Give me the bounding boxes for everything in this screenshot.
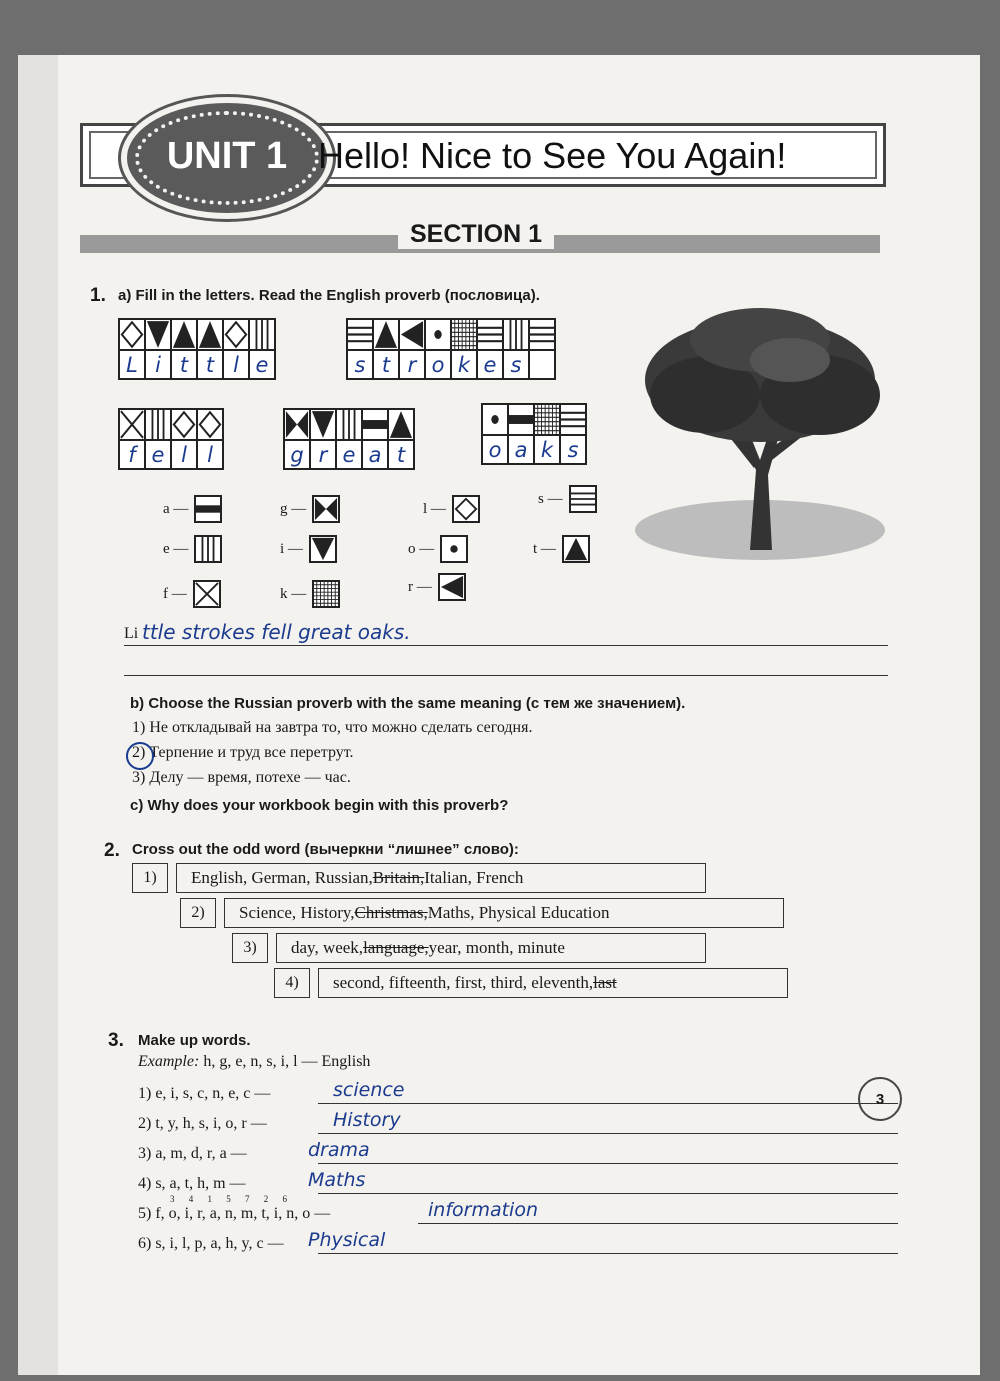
grid-icon bbox=[452, 320, 476, 351]
cipher-letter[interactable] bbox=[530, 351, 554, 378]
cipher-cell bbox=[372, 318, 400, 380]
dot-icon bbox=[483, 405, 507, 436]
tri-up-icon bbox=[374, 320, 398, 351]
cipher-key-entry bbox=[533, 535, 590, 563]
odd-row-words bbox=[224, 898, 784, 928]
key-letter: r — bbox=[408, 578, 432, 595]
make-word-question: 2) t, y, h, s, i, o, r — bbox=[138, 1115, 267, 1132]
cipher-cell bbox=[507, 403, 535, 465]
cipher-cell bbox=[118, 408, 146, 470]
cipher-letter[interactable]: s bbox=[504, 351, 528, 378]
cipher-cell bbox=[335, 408, 363, 470]
word-list: year, month, minute bbox=[428, 938, 565, 957]
answer-line bbox=[318, 1163, 898, 1164]
make-word-answer[interactable]: Physical bbox=[308, 1229, 386, 1251]
cipher-letter[interactable]: s bbox=[348, 351, 372, 378]
cipher-cell bbox=[346, 318, 374, 380]
make-word-answer[interactable]: Maths bbox=[308, 1169, 366, 1191]
diamond-icon bbox=[224, 320, 248, 351]
ex3-number: 3. bbox=[108, 1030, 124, 1051]
key-letter: k — bbox=[280, 585, 307, 602]
cipher-cell bbox=[248, 318, 276, 380]
key-letter: f — bbox=[163, 585, 187, 602]
h-lines-icon bbox=[561, 405, 585, 436]
cipher-letter[interactable]: f bbox=[120, 441, 144, 468]
cipher-key-entry bbox=[538, 485, 597, 513]
word-list: English, German, Russian, bbox=[191, 868, 373, 887]
ex1-c-prompt: c) Why does your workbook begin with this proverb? bbox=[130, 797, 509, 814]
cipher-key-entry bbox=[163, 580, 221, 608]
odd-row-words bbox=[318, 968, 788, 998]
tri-left-icon bbox=[400, 320, 424, 351]
cipher-cell bbox=[222, 318, 250, 380]
make-word-answer[interactable]: drama bbox=[308, 1139, 370, 1161]
odd-row-words bbox=[276, 933, 706, 963]
cipher-cell bbox=[170, 408, 198, 470]
ex3-prompt: Make up words. bbox=[138, 1032, 251, 1049]
make-word-question: 6) s, i, l, p, a, h, y, c — bbox=[138, 1235, 284, 1252]
cipher-word bbox=[120, 408, 224, 470]
v-lines-icon bbox=[146, 410, 170, 441]
tree-image bbox=[630, 300, 890, 560]
make-word-question: 3) a, m, d, r, a — bbox=[138, 1145, 247, 1162]
cipher-cell bbox=[144, 408, 172, 470]
make-word-answer[interactable]: science bbox=[333, 1079, 405, 1101]
key-letter: i — bbox=[280, 540, 303, 557]
cipher-cell bbox=[196, 318, 224, 380]
example-label: Example: bbox=[138, 1053, 200, 1070]
ex2-number: 2. bbox=[104, 840, 120, 861]
odd-row-number: 2) bbox=[180, 898, 216, 928]
ex3-example bbox=[138, 1053, 370, 1071]
key-letter: g — bbox=[280, 500, 307, 517]
odd-row-words bbox=[176, 863, 706, 893]
cipher-key-entry bbox=[423, 495, 480, 523]
word-list: Maths, Physical Education bbox=[427, 903, 610, 922]
cipher-cell bbox=[309, 408, 337, 470]
unit-label: UNIT 1 bbox=[166, 135, 288, 177]
h-bar-icon bbox=[509, 405, 533, 436]
cipher-word bbox=[120, 318, 276, 380]
ex2-prompt: Cross out the odd word (вычеркни “лишнее” слово): bbox=[132, 841, 519, 858]
cipher-cell bbox=[476, 318, 504, 380]
odd-row-number: 1) bbox=[132, 863, 168, 893]
v-lines-icon bbox=[194, 535, 222, 563]
workbook-page bbox=[18, 55, 980, 1375]
make-word-answer[interactable]: History bbox=[333, 1109, 401, 1131]
cipher-letter[interactable]: a bbox=[363, 441, 387, 468]
dot-icon bbox=[440, 535, 468, 563]
cipher-cell bbox=[424, 318, 452, 380]
ex1-answer-handwritten: ttle strokes fell great oaks. bbox=[142, 620, 411, 644]
cipher-cell bbox=[361, 408, 389, 470]
cipher-letter[interactable]: a bbox=[509, 436, 533, 463]
answer-line bbox=[418, 1223, 898, 1224]
diamond-icon bbox=[452, 495, 480, 523]
word-list: day, week, bbox=[291, 938, 364, 957]
bowtie-icon bbox=[285, 410, 309, 441]
word-list: second, fifteenth, first, third, eleventh, bbox=[333, 973, 594, 992]
h-lines-icon bbox=[478, 320, 502, 351]
tri-down-icon bbox=[311, 410, 335, 441]
cipher-cell bbox=[144, 318, 172, 380]
cipher-letter[interactable]: l bbox=[198, 441, 222, 468]
make-word-answer[interactable]: information bbox=[428, 1199, 538, 1221]
unit-title: Hello! Nice to See You Again! bbox=[318, 135, 787, 176]
cipher-key-entry bbox=[280, 495, 340, 523]
cipher-letter[interactable]: i bbox=[146, 351, 170, 378]
make-word-question: 1) e, i, s, c, n, e, c — bbox=[138, 1085, 271, 1102]
cipher-letter[interactable]: k bbox=[452, 351, 476, 378]
tri-down-icon bbox=[309, 535, 337, 563]
answer-line bbox=[124, 675, 888, 676]
tri-left-icon bbox=[438, 573, 466, 601]
cipher-word bbox=[285, 408, 415, 470]
cipher-cell bbox=[118, 318, 146, 380]
answer-line bbox=[124, 645, 888, 646]
struck-odd-word[interactable]: last bbox=[593, 973, 617, 992]
cipher-key-entry bbox=[280, 580, 340, 608]
cipher-cell bbox=[481, 403, 509, 465]
cipher-cell bbox=[502, 318, 530, 380]
cipher-letter[interactable]: e bbox=[250, 351, 274, 378]
v-lines-icon bbox=[250, 320, 274, 351]
make-word-question: 5) f, o, i, r, a, n, m, t, i, n, o — bbox=[138, 1205, 331, 1222]
cipher-letter[interactable]: o bbox=[426, 351, 450, 378]
h-lines-icon bbox=[530, 320, 554, 351]
cipher-letter[interactable]: k bbox=[535, 436, 559, 463]
cipher-letter[interactable]: s bbox=[561, 436, 585, 463]
cipher-letter[interactable]: g bbox=[285, 441, 309, 468]
page-edge bbox=[18, 55, 58, 1375]
tri-up-icon bbox=[562, 535, 590, 563]
tri-up-icon bbox=[172, 320, 196, 351]
cipher-cell bbox=[528, 318, 556, 380]
cipher-cell bbox=[387, 408, 415, 470]
cipher-letter[interactable]: t bbox=[374, 351, 398, 378]
cipher-letter[interactable]: t bbox=[172, 351, 196, 378]
odd-row-number: 3) bbox=[232, 933, 268, 963]
cipher-letter[interactable]: t bbox=[389, 441, 413, 468]
answer-line bbox=[318, 1133, 898, 1134]
key-letter: o — bbox=[408, 540, 435, 557]
cipher-letter[interactable]: e bbox=[337, 441, 361, 468]
cipher-cell bbox=[196, 408, 224, 470]
v-lines-icon bbox=[504, 320, 528, 351]
page-number: 3 bbox=[858, 1077, 902, 1121]
ex1-b-option-3: 3) Делу — время, потехе — час. bbox=[132, 769, 351, 786]
make-word-question: 4) s, a, t, h, m — bbox=[138, 1175, 246, 1192]
answer-line bbox=[318, 1103, 898, 1104]
answer-line bbox=[318, 1253, 898, 1254]
h-lines-icon bbox=[569, 485, 597, 513]
key-letter: a — bbox=[163, 500, 189, 517]
word-list: Italian, French bbox=[424, 868, 524, 887]
tri-down-icon bbox=[146, 320, 170, 351]
cipher-key-entry bbox=[408, 535, 468, 563]
cipher-cell bbox=[533, 403, 561, 465]
bowtie-icon bbox=[312, 495, 340, 523]
cipher-key-entry bbox=[408, 573, 466, 601]
v-lines-icon bbox=[337, 410, 361, 441]
tri-up-icon bbox=[389, 410, 413, 441]
cipher-letter[interactable]: l bbox=[172, 441, 196, 468]
diamond-icon bbox=[172, 410, 196, 441]
ex1-answer-prefix: Li bbox=[124, 625, 139, 642]
ex1-number: 1. bbox=[90, 285, 106, 306]
ex1-b-option-2: 2) Терпение и труд все перетрут. bbox=[132, 744, 354, 761]
h-bar-icon bbox=[363, 410, 387, 441]
cipher-letter[interactable]: r bbox=[400, 351, 424, 378]
cipher-letter[interactable]: e bbox=[146, 441, 170, 468]
ex1-b-option-1: 1) Не откладывай на завтра то, что можно сделать сегодня. bbox=[132, 719, 533, 736]
unit-badge bbox=[121, 97, 333, 219]
cipher-cell bbox=[450, 318, 478, 380]
cipher-cell bbox=[170, 318, 198, 380]
odd-row-number: 4) bbox=[274, 968, 310, 998]
cipher-cell bbox=[283, 408, 311, 470]
cipher-cell bbox=[559, 403, 587, 465]
cipher-key-entry bbox=[163, 535, 222, 563]
cipher-letter[interactable]: l bbox=[224, 351, 248, 378]
cipher-cell bbox=[398, 318, 426, 380]
grid-icon bbox=[535, 405, 559, 436]
cipher-letter[interactable]: t bbox=[198, 351, 222, 378]
cipher-letter[interactable]: e bbox=[478, 351, 502, 378]
cross-icon bbox=[193, 580, 221, 608]
ex1-a-prompt: a) Fill in the letters. Read the English proverb (пословица). bbox=[118, 287, 540, 304]
cipher-word bbox=[483, 403, 587, 465]
key-letter: t — bbox=[533, 540, 556, 557]
ex3-item5-order-marks: 3 4 1 5 7 2 6 bbox=[170, 1194, 293, 1204]
struck-odd-word[interactable]: Britain, bbox=[372, 868, 425, 887]
struck-odd-word[interactable]: language, bbox=[363, 938, 429, 957]
cipher-key-entry bbox=[163, 495, 222, 523]
cipher-letter[interactable]: o bbox=[483, 436, 507, 463]
key-letter: l — bbox=[423, 500, 446, 517]
key-letter: e — bbox=[163, 540, 189, 557]
cipher-letter[interactable]: L bbox=[120, 351, 144, 378]
dot-icon bbox=[426, 320, 450, 351]
answer-line bbox=[318, 1193, 898, 1194]
ex1-b-prompt: b) Choose the Russian proverb with the same meaning (с тем же значением). bbox=[130, 695, 686, 712]
struck-odd-word[interactable]: Christmas, bbox=[354, 903, 428, 922]
grid-icon bbox=[312, 580, 340, 608]
cross-icon bbox=[120, 410, 144, 441]
example-text: h, g, e, n, s, i, l — English bbox=[199, 1053, 371, 1070]
h-bar-icon bbox=[194, 495, 222, 523]
cipher-letter[interactable]: r bbox=[311, 441, 335, 468]
word-list: Science, History, bbox=[239, 903, 355, 922]
diamond-icon bbox=[198, 410, 222, 441]
tri-up-icon bbox=[198, 320, 222, 351]
key-letter: s — bbox=[538, 490, 563, 507]
cipher-word bbox=[348, 318, 556, 380]
section-label: SECTION 1 bbox=[398, 220, 554, 249]
answer-circle-mark bbox=[126, 742, 154, 770]
diamond-icon bbox=[120, 320, 144, 351]
cipher-key-entry bbox=[280, 535, 337, 563]
h-lines-icon bbox=[348, 320, 372, 351]
